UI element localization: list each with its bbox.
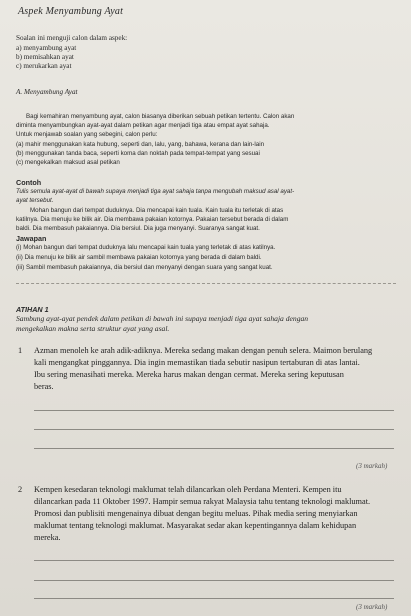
question-2-line-1: Kempen kesedaran teknologi maklumat telah dilancarkan oleh Perdana Menteri. Kempen itu xyxy=(34,485,342,494)
question-1-line-4: beras. xyxy=(34,382,54,391)
section-a-para-line-2: diminta menyambungkan ayat-ayat dalam petikan agar menjadi tiga atau empat ayat sahaja. xyxy=(16,122,270,129)
question-2-answer-line-2[interactable] xyxy=(34,580,394,581)
section-a-point-a: (a) mahir menggunakan kata hubung, seperti dan, lalu, yang, bahawa, kerana dan lain-lain xyxy=(16,141,265,148)
answer-heading: Jawapan xyxy=(16,234,47,243)
page-title: Aspek Menyambung Ayat xyxy=(18,6,124,17)
exercise-heading: ATIHAN 1 xyxy=(16,305,49,314)
question-2-answer-line-1[interactable] xyxy=(34,560,394,561)
aspect-b: b) memisahkan ayat xyxy=(16,53,74,61)
question-1-answer-line-3[interactable] xyxy=(34,448,394,449)
exercise-instruction-line-1: Sambung ayat-ayat pendek dalam petikan di bawah ini supaya menjadi tiga ayat sahaja dengan xyxy=(16,314,309,323)
question-1-answer-line-1[interactable] xyxy=(34,410,394,411)
example-instruction-line-1: Tulis semula ayat-ayat di bawah supaya menjadi tiga ayat sahaja tanpa mengubah maksud asal ayat- xyxy=(16,188,295,195)
section-a-para-line-3: Untuk menjawab soalan yang sebegini, calon perlu: xyxy=(16,131,158,138)
question-2-line-5: mereka. xyxy=(34,533,61,542)
aspect-c: c) merukarkan ayat xyxy=(16,62,72,70)
question-2-line-4: maklumat tentang teknologi maklumat. Masyarakat sedar akan kepentingannya dalam kehidupan xyxy=(34,521,357,530)
example-passage-line-3: baldi. Dia membasuh pakaiannya. Dia bersiul. Dia juga menyanyi. Suaranya sangat kuat. xyxy=(16,225,260,232)
example-heading: Contoh xyxy=(16,178,42,187)
question-1-marks: (3 markah) xyxy=(356,462,388,470)
question-1-line-1: Azman menoleh ke arah adik-adiknya. Mereka sedang makan dengan penuh selera. Maimon berulang xyxy=(34,346,373,355)
question-1-answer-line-2[interactable] xyxy=(34,429,394,430)
question-1-number: 1 xyxy=(18,346,23,355)
question-2-answer-line-3[interactable] xyxy=(34,598,394,599)
section-a-point-c: (c) mengekalkan maksud asal petikan xyxy=(16,159,120,166)
question-2-marks: (3 markah) xyxy=(356,603,388,611)
example-instruction-line-2: ayat tersebut. xyxy=(16,197,54,204)
example-passage-line-1: Mohan bangun dari tempat duduknya. Dia mencapai kain tuala. Kain tuala itu terletak di atas xyxy=(30,207,284,214)
question-2-number: 2 xyxy=(18,485,23,494)
aspect-a: a) menyambung ayat xyxy=(16,44,77,52)
answer-item-2: (ii) Dia menuju ke bilik air sambil membawa pakaian kotornya yang berada di dalam baldi. xyxy=(16,254,262,261)
answer-item-3: (iii) Sambil membasuh pakaiannya, dia bersiul dan menyanyi dengan suara yang sangat kuat. xyxy=(16,264,273,271)
exercise-instruction-line-2: mengekalkan makna serta struktur ayat yang asal. xyxy=(16,324,170,333)
aspects-intro: Soalan ini menguji calon dalam aspek: xyxy=(16,34,128,42)
question-1-line-2: kali mengangkat pinggannya. Dia ingin memastikan tiada sebutir nasipun tertaburan di atas lantai. xyxy=(34,358,360,367)
section-a-para-line-1: Bagi kemahiran menyambung ayat, calon biasanya diberikan sebuah petikan tertentu. Calon akan xyxy=(26,113,295,120)
answer-item-1: (i) Mohan bangun dari tempat duduknya lalu mencapai kain tuala yang terletak di atas katilnya. xyxy=(16,244,276,251)
section-divider xyxy=(16,283,396,284)
section-a-point-b: (b) menggunakan tanda baca, seperti koma dan noktah pada tempat-tempat yang sesuai xyxy=(16,150,260,157)
example-passage-line-2: katilnya. Dia menuju ke bilik air. Dia membawa pakaian kotornya. Pakaian tersebut berada di dalam xyxy=(16,216,289,223)
question-2-line-3: Promosi dan publisiti mengenainya dibuat dengan begitu meluas. Pihak media sering menyiarkan xyxy=(34,509,358,518)
section-a-heading: A. Menyambung Ayat xyxy=(16,88,78,96)
question-1-line-3: Ibu sering menasihati mereka. Mereka harus makan dengan cermat. Mereka sering keputusan xyxy=(34,370,344,379)
question-2-line-2: dilancarkan pada 11 Oktober 1997. Hampir semua rakyat Malaysia tahu tentang teknologi maklumat. xyxy=(34,497,371,506)
